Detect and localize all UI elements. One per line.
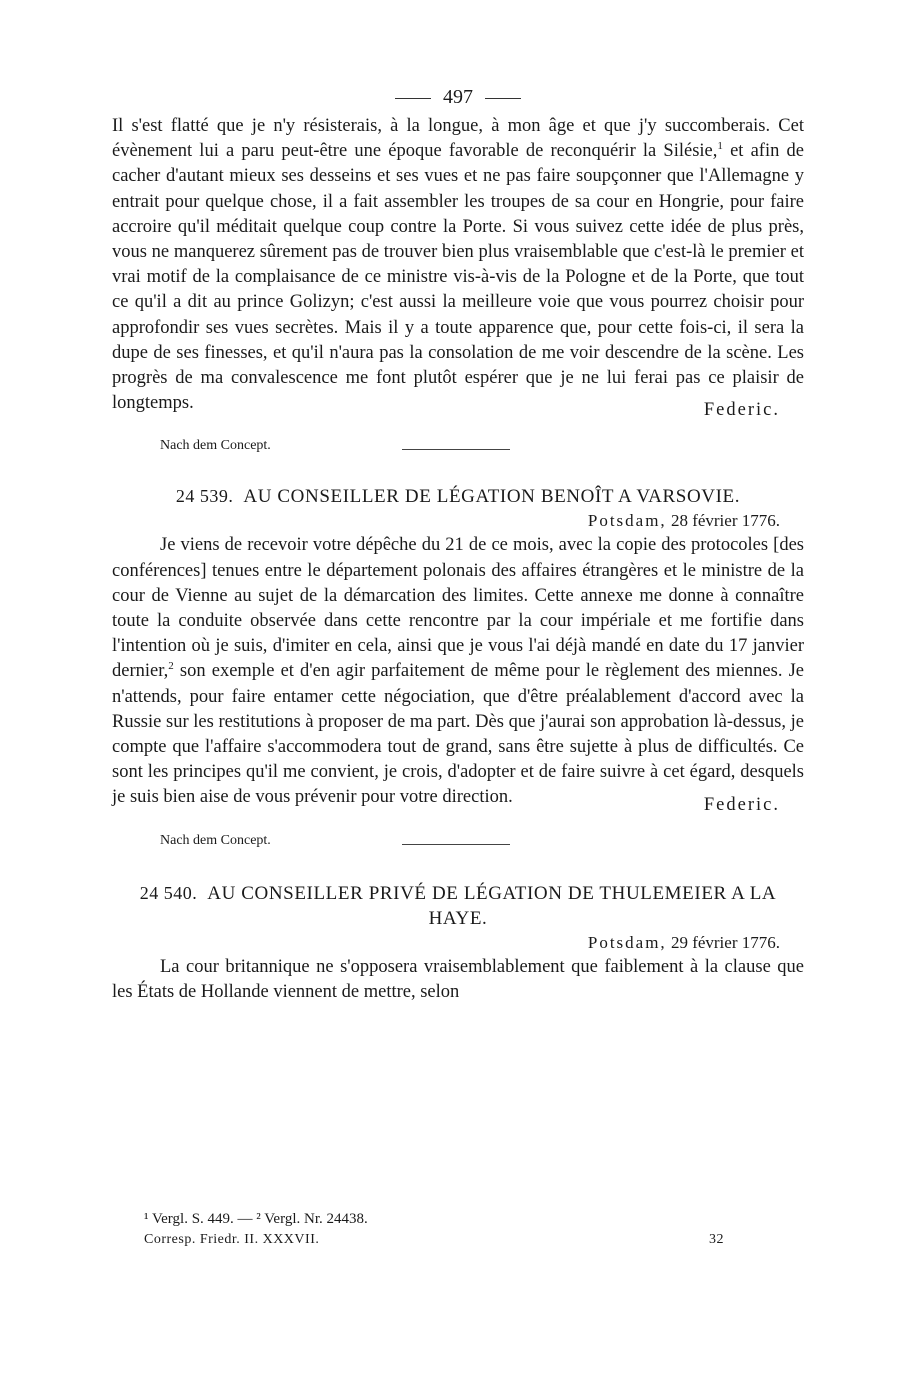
letter-24539-text-2: son exemple et d'en agir parfaitement de même pour le règlement des miennes. Je n'attends, pour faire entamer cette négociation, que d'être préalablement d'accord avec la Russie sur les restitutions à proposer de ma part. Dès que j'aurai son approbation là-dessus, je compte que l'affaire s'accommodera tout de grand, sans être sujette à plus de difficultés. Ce sont les principes qu'il me convient, je crois, d'adopter et de faire suivre à cet égard, desquels je suis bien aise de vous prévenir pour votre direction. — [112, 661, 804, 808]
footnote-mark-2: 2 — [168, 660, 174, 673]
letter-heading-24540 — [112, 881, 804, 931]
dateline-date: 29 février 1776. — [670, 932, 780, 952]
letter-24539-body — [112, 533, 804, 810]
page-number: 497 — [443, 86, 473, 108]
header-dash-left — [395, 98, 431, 99]
footer-signature-mark: 32 — [709, 1232, 724, 1247]
footnotes — [144, 1208, 724, 1230]
signature-row — [112, 794, 804, 833]
letter-prev-text-2: et afin de cacher d'autant mieux ses desseins et ses vues et ne pas faire soupçonner que l'Allemagne y entrait pour quelque chose, il a fait assembler les troupes de sa cour en Hongrie, pour faire accroire qu'il méditait quelque coup contre la Porte. Si vous suivez cette idée de plus près, vous ne manquerez sûrement pas de trouver bien plus vraisemblable que c'est-là le premier et vrai motif de la complaisance de ce ministre vis-à-vis de la Pologne et de la Porte, que tout ce qu'il a dit au prince Golizyn; c'est aussi la meilleure voie que vous pourrez choisir pour approfondir ses vues secrètes. Mais il y a toute apparence que, pour cette fois-ci, il sera la dupe de ses finesses, et qu'il n'aura pas la consolation de me voir descendre de la scène. Les progrès de ma convalescence me font plutôt espérer que je ne lui ferai pas ce plaisir de longtemps. — [112, 141, 804, 414]
letter-number: 24 540. — [139, 882, 198, 903]
source-note-row — [112, 833, 804, 855]
letter-24539-text: Je viens de recevoir votre dépêche du 21 de ce mois, avec la copie des protocoles [des conférences] tenues entre le département polonais des affaires étrangères et le ministre de la cour de Vienne au sujet de la démarcation des limites. Cette annexe me donne à connaître toute la conduite observée dans cette rencontre par la cour impériale et me fortifie dans l'intention où je suis, d'imiter en cela, ainsi que je vous l'ai déjà mandé en date du 17 janvier dernier, — [112, 535, 804, 682]
source-note-row — [112, 438, 804, 460]
dateline — [112, 509, 804, 533]
letter-24540-text: La cour britannique ne s'opposera vraisemblablement que faiblement à la clause que les États de Hollande viennent de mettre, selon — [112, 956, 804, 1002]
letter-24540-body — [112, 955, 804, 1005]
signature-row — [112, 400, 804, 438]
dateline-date: 28 février 1776. — [670, 511, 780, 531]
source-note: Nach dem Concept. — [160, 438, 271, 454]
header-dash-right — [485, 98, 521, 99]
signature: Federic. — [703, 794, 780, 815]
footer-collection: Corresp. Friedr. II. XXXVII. — [144, 1232, 320, 1247]
letter-title: AU CONSEILLER DE LÉGATION BENOÎT A VARSOVIE. — [243, 486, 741, 508]
section-divider — [402, 844, 510, 845]
signature: Federic. — [703, 400, 780, 421]
page-header — [112, 80, 804, 114]
letter-heading-24539 — [112, 484, 804, 509]
section-divider — [402, 449, 510, 450]
footnote-text: ¹ Vergl. S. 449. — ² Vergl. Nr. 24438. — [144, 1211, 368, 1227]
letter-prev-body — [112, 114, 804, 416]
footnote-mark-1: 1 — [717, 140, 723, 153]
source-note: Nach dem Concept. — [160, 832, 271, 848]
page-body — [112, 80, 804, 1005]
letter-title: AU CONSEILLER PRIVÉ DE LÉGATION DE THULEMEIER A LA HAYE. — [207, 882, 777, 929]
dateline-place: Potsdam, — [587, 511, 667, 531]
page-footer — [144, 1232, 734, 1248]
dateline — [112, 931, 804, 955]
letter-number: 24 539. — [175, 486, 234, 507]
dateline-place: Potsdam, — [587, 932, 667, 952]
letter-prev-text: Il s'est flatté que je n'y résisterais, à la longue, à mon âge et que j'y succomberais. Cet évènement lui a paru peut-être une époque favorable de reconquérir la Silésie, — [112, 116, 804, 162]
